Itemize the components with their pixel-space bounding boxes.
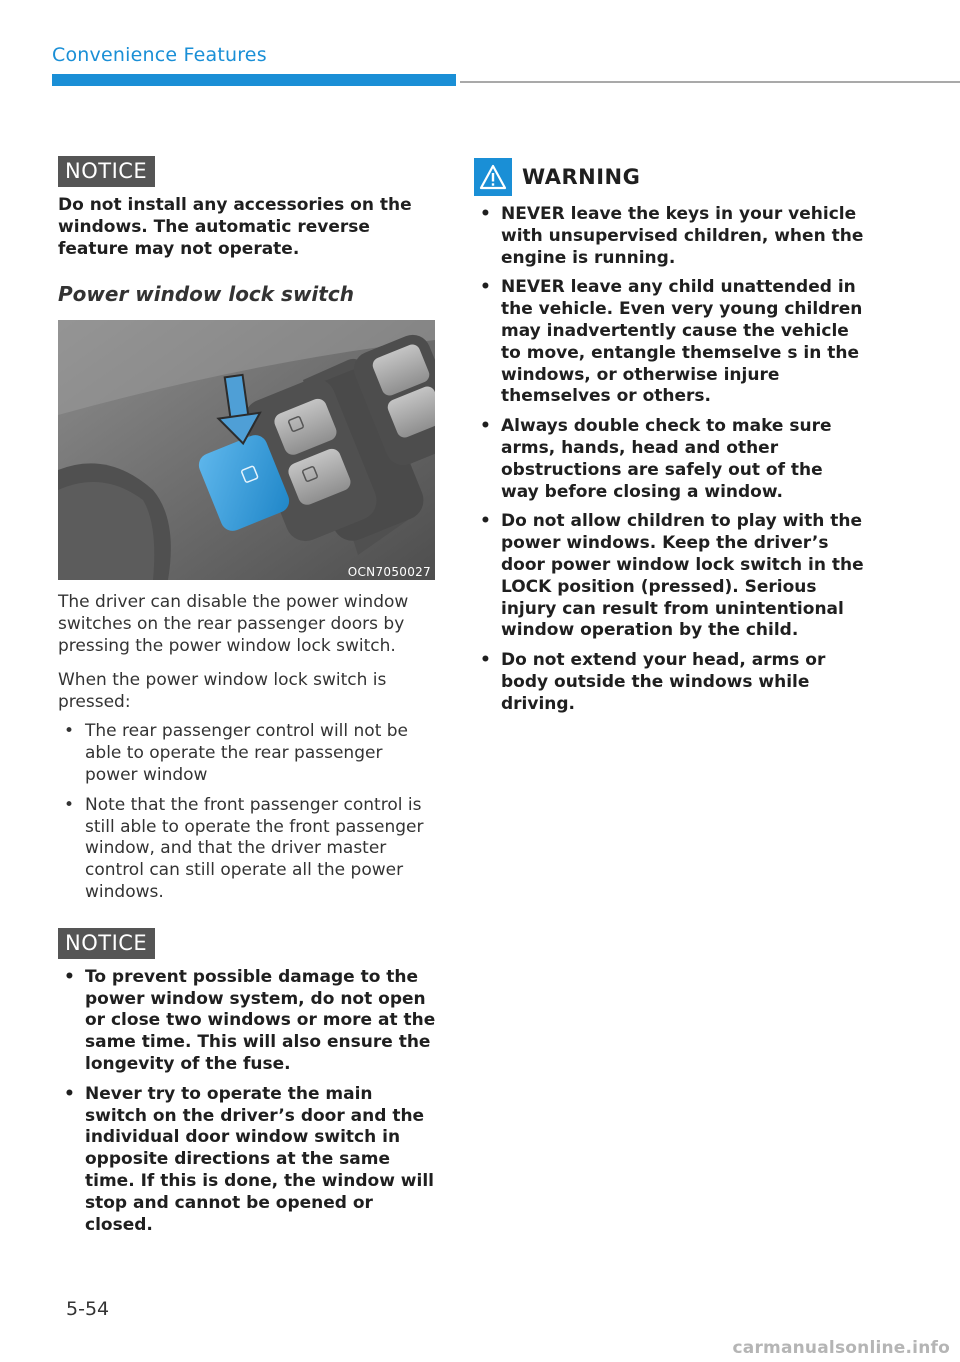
subheading-power-window-lock-switch: Power window lock switch <box>58 282 354 307</box>
list-item: • Do not allow children to play with the power windows. Keep the driver’s door power window lock switch in the LOCK position (pressed). Serious injury can result from unintentional window operation by the child. <box>474 511 864 642</box>
watermark: carmanualsonline.info <box>732 1338 950 1358</box>
header-divider-line <box>460 81 960 83</box>
warning-label: WARNING <box>522 165 641 189</box>
list-item: • Always double check to make sure arms, hands, head and other obstructions are safely out of the way before closing a window. <box>474 416 864 503</box>
left-column <box>58 156 438 1244</box>
notice-label: NOTICE <box>58 156 155 187</box>
list-item: • The rear passenger control will not be able to operate the rear passenger power window <box>58 721 438 786</box>
warning-bullet-list <box>474 204 864 716</box>
lock-switch-figure <box>58 320 435 580</box>
notice-block-1 <box>58 156 438 260</box>
header-accent-bar <box>52 74 456 86</box>
list-item: • To prevent possible damage to the power window system, do not open or close two windows or more at the same time. This will also ensure the longevity of the fuse. <box>58 967 438 1076</box>
list-item: • Note that the front passenger control is still able to operate the front passenger window, and that the driver master control can still operate all the power windows. <box>58 795 438 904</box>
list-item: • Do not extend your head, arms or body outside the windows while driving. <box>474 650 864 715</box>
list-item: • Never try to operate the main switch on the driver’s door and the individual door window switch in opposite directions at the same time. If this is done, the window will stop and cannot be opened or closed. <box>58 1084 438 1237</box>
warning-triangle-icon <box>474 158 512 196</box>
notice-block-2 <box>58 928 438 1237</box>
warning-header <box>474 158 864 196</box>
figure-caption: OCN7050027 <box>347 565 431 580</box>
lock-switch-bullet-list <box>58 721 438 903</box>
list-item: • NEVER leave any child unattended in the vehicle. Even very young children may inadvertently cause the vehicle to move, entangle themselve s in the windows, or otherwise injure themselves or others. <box>474 277 864 408</box>
right-column <box>474 158 864 724</box>
paragraph: The driver can disable the power window switches on the rear passenger doors by pressing the power window lock switch. <box>58 592 409 656</box>
page-number: 5-54 <box>66 1298 110 1320</box>
section-title: Convenience Features <box>52 44 267 66</box>
paragraph: When the power window lock switch is pressed: <box>58 669 387 712</box>
notice-label: NOTICE <box>58 928 155 959</box>
notice-bullet-list <box>58 967 438 1237</box>
notice-text: Do not install any accessories on the windows. The automatic reverse feature may not operate. <box>58 195 412 259</box>
list-item: • NEVER leave the keys in your vehicle with unsupervised children, when the engine is running. <box>474 204 864 269</box>
door-switch-panel-illustration <box>58 320 435 580</box>
